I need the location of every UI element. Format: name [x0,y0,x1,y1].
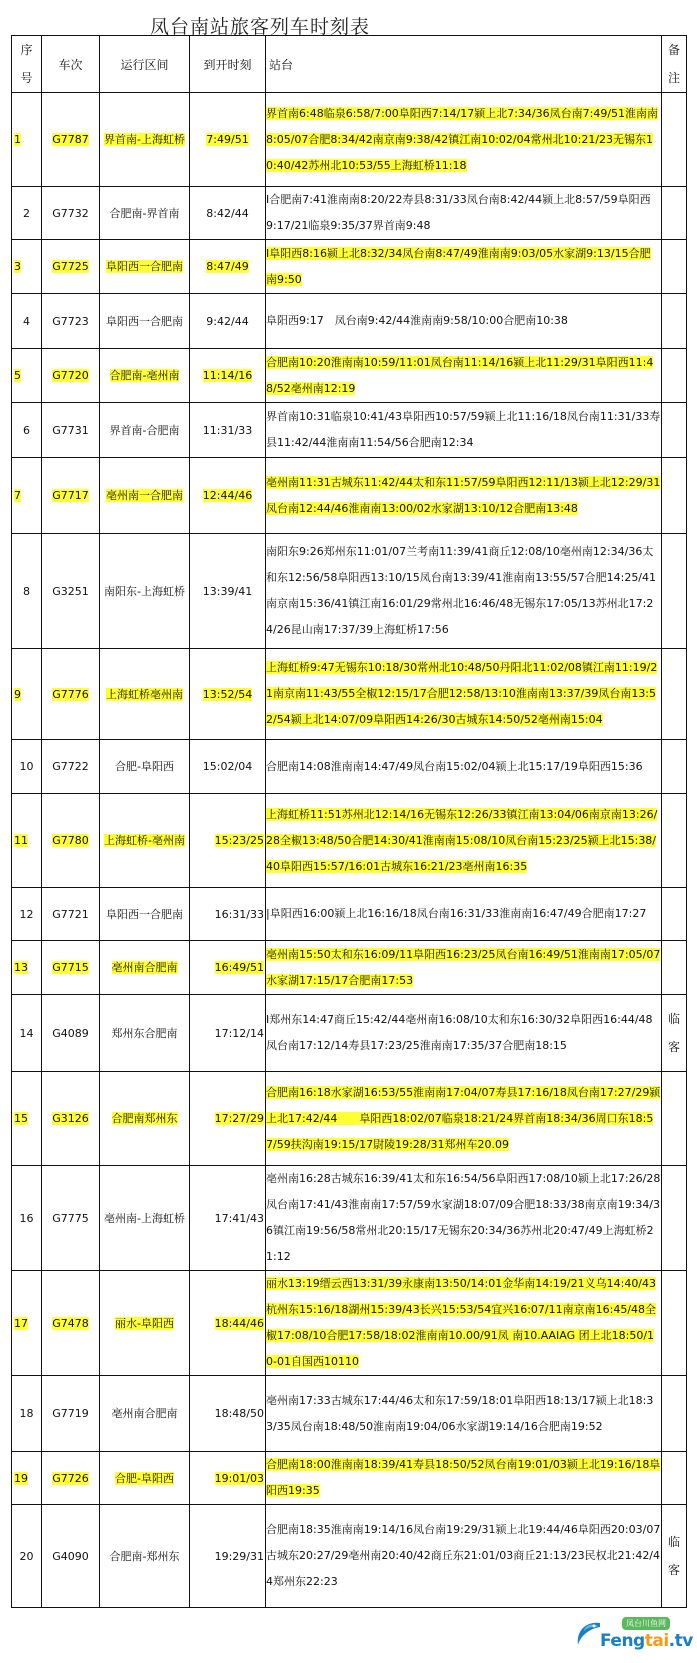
table-row [12,240,687,294]
cell-train-number: G3126 [42,1072,100,1166]
cell-seq: 9 [12,649,42,740]
cell-note [662,941,687,995]
cell-route: 界首南-合肥南 [100,403,190,458]
cell-stops: 界首南10:31临泉10:41/43阜阳西10:57/59颍上北11:16/18凤台南11:31/33寿县11:42/44淮南南11:54/56合肥南12:34 [266,403,662,458]
cell-train-number: G7780 [42,794,100,888]
table-row [12,941,687,995]
cell-seq: 16 [12,1166,42,1271]
header-note: 备 注 [662,36,687,93]
cell-train-number: G7717 [42,458,100,534]
table-row [12,649,687,740]
cell-note [662,794,687,888]
cell-route: 亳州南合肥南 [100,1376,190,1452]
table-row [12,1072,687,1166]
cell-note: 临 客 [662,1505,687,1608]
cell-route: 合肥-阜阳西 [100,740,190,794]
cell-stops: 合肥南18:00淮南南18:39/41寿县18:50/52凤台南19:01/03颍上北19:16/18阜阳西19:35 [266,1452,662,1505]
table-row [12,349,687,403]
cell-train-number: G7732 [42,187,100,240]
table-row [12,888,687,941]
cell-note [662,349,687,403]
cell-seq: 14 [12,995,42,1072]
cell-note [662,740,687,794]
table-row [12,93,687,187]
cell-seq: 15 [12,1072,42,1166]
cell-train-number: G7722 [42,740,100,794]
cell-route: 上海虹桥亳州南 [100,649,190,740]
cell-route: 合肥-阜阳西 [100,1452,190,1505]
table-row [12,1452,687,1505]
cell-seq: 12 [12,888,42,941]
cell-stops: 合肥南16:18水家湖16:53/55淮南南17:04/07寿县17:16/18凤台南17:27/29颍上北17:42/44 阜阳西18:02/07临泉18:21/24界首南18:34/36周口东18:57/59扶沟南19:15/17尉陵19:28/31郑州车20.09 [266,1072,662,1166]
table-row [12,403,687,458]
cell-stops: 亳州南11:31古城东11:42/44太和东11:57/59阜阳西12:11/13颍上北12:29/31凤台南12:44/46淮南南13:00/02水家湖13:10/12合肥南13:48 [266,458,662,534]
watermark-badge: 凤台川鱼网 [622,1617,670,1630]
cell-arrive-depart-time: 16:49/51 [190,941,266,995]
cell-stops: 亳州南15:50太和东16:09/11阜阳西16:23/25凤台南16:49/51淮南南17:05/07水家湖17:15/17合肥南17:53 [266,941,662,995]
cell-train-number: G7720 [42,349,100,403]
cell-route: 丽水-阜阳西 [100,1271,190,1376]
table-header-row [12,36,687,93]
table-row [12,1166,687,1271]
cell-train-number: G7787 [42,93,100,187]
cell-stops: 上海虹桥11:51苏州北12:14/16无锡东12:26/33镇江南13:04/06南京南13:26/28全椒13:48/50合肥14:30/41淮南南15:08/10凤台南15:23/25颍上北15:38/40阜阳西15:57/16:01古城东16:21/23亳州南16:35 [266,794,662,888]
cell-train-number: G7731 [42,403,100,458]
header-stops: 站台 [266,36,662,93]
cell-arrive-depart-time: 13:52/54 [190,649,266,740]
cell-stops: I阜阳西8:16颍上北8:32/34凤台南8:47/49淮南南9:03/05水家湖9:13/15合肥南9:50 [266,240,662,294]
cell-arrive-depart-time: 17:12/14 [190,995,266,1072]
cell-note [662,403,687,458]
cell-arrive-depart-time: 17:41/43 [190,1166,266,1271]
cell-seq: 20 [12,1505,42,1608]
cell-arrive-depart-time: 15:02/04 [190,740,266,794]
table-row [12,1505,687,1608]
cell-train-number: G7776 [42,649,100,740]
cell-note [662,1376,687,1452]
table-row [12,740,687,794]
fengtai-watermark-logo [570,1617,693,1653]
cell-route: 阜阳西一合肥南 [100,240,190,294]
cell-stops: I郑州东14:47商丘15:42/44亳州南16:08/10太和东16:30/32阜阳西16:44/48凤台南17:12/14寿县17:23/25淮南南17:35/37合肥南18:15 [266,995,662,1072]
cell-seq: 10 [12,740,42,794]
cell-route: 阜阳西一合肥南 [100,294,190,349]
cell-seq: 5 [12,349,42,403]
cell-note [662,93,687,187]
cell-arrive-depart-time: 15:23/25 [190,794,266,888]
cell-route: 合肥南-郑州东 [100,1505,190,1608]
table-row [12,534,687,649]
cell-train-number: G7478 [42,1271,100,1376]
cell-train-number: G7715 [42,941,100,995]
cell-stops: 阜阳西9:17 凤台南9:42/44淮南南9:58/10:00合肥南10:38 [266,294,662,349]
cell-train-number: G3251 [42,534,100,649]
cell-seq: 18 [12,1376,42,1452]
cell-stops: 合肥南14:08淮南南14:47/49凤台南15:02/04颍上北15:17/19阜阳西15:36 [266,740,662,794]
cell-train-number: G7719 [42,1376,100,1452]
cell-train-number: G7725 [42,240,100,294]
cell-arrive-depart-time: 13:39/41 [190,534,266,649]
cell-seq: 3 [12,240,42,294]
cell-stops: 亳州南16:28古城东16:39/41太和东16:54/56阜阳西17:08/10颍上北17:26/28凤台南17:41/43淮南南17:57/59水家湖18:07/09合肥18:33/38南京南19:34/36镇江南19:56/58常州北20:15/17无锡东20:34/36苏州北20:47/49上海虹桥21:12 [266,1166,662,1271]
table-row [12,187,687,240]
cell-arrive-depart-time: 8:42/44 [190,187,266,240]
cell-stops: 界首南6:48临泉6:58/7:00阜阳西7:14/17颍上北7:34/36凤台南7:49/51淮南南8:05/07合肥8:34/42南京南9:38/42镇江南10:02/04常州北10:21/23无锡东10:40/42苏州北10:53/55上海虹桥11:18 [266,93,662,187]
cell-route: 界首南-上海虹桥 [100,93,190,187]
cell-arrive-depart-time: 8:47/49 [190,240,266,294]
table-body [12,93,687,1608]
table-row [12,794,687,888]
cell-arrive-depart-time: 18:44/46 [190,1271,266,1376]
cell-arrive-depart-time: 17:27/29 [190,1072,266,1166]
header-train: 车次 [42,36,100,93]
table-row [12,294,687,349]
cell-stops: 合肥南10:20淮南南10:59/11:01凤台南11:14/16颍上北11:29/31阜阳西11:48/52亳州南12:19 [266,349,662,403]
cell-seq: 7 [12,458,42,534]
cell-arrive-depart-time: 16:31/33 [190,888,266,941]
cell-note [662,888,687,941]
cell-route: 郑州东合肥南 [100,995,190,1072]
cell-arrive-depart-time: 11:31/33 [190,403,266,458]
cell-stops: 上海虹桥9:47无锡东10:18/30常州北10:48/50丹阳北11:02/08镇江南11:19/21南京南11:43/55全椒12:15/17合肥12:58/13:10淮南南13:37/39凤台南13:52/54颍上北14:07/09阜阳西14:26/30古城东14:50/52亳州南15:04 [266,649,662,740]
cell-arrive-depart-time: 19:29/31 [190,1505,266,1608]
cell-stops: 亳州南17:33古城东17:44/46太和东17:59/18:01阜阳西18:13/17颍上北18:33/35凤台南18:48/50淮南南19:04/06水家湖19:14/16合肥南19:52 [266,1376,662,1452]
cell-seq: 2 [12,187,42,240]
cell-route: 亳州南合肥南 [100,941,190,995]
cell-train-number: G7775 [42,1166,100,1271]
cell-seq: 11 [12,794,42,888]
cell-seq: 1 [12,93,42,187]
cell-stops: 南阳东9:26郑州东11:01/07兰考南11:39/41商丘12:08/10亳州南12:34/36太和东12:56/58阜阳西13:10/15凤台南13:39/41淮南南13:55/57合肥14:25/41南京南15:36/41镇江南16:01/29常州北16:46/48无锡东17:05/13苏州北17:24/26昆山南17:37/39上海虹桥17:56 [266,534,662,649]
cell-stops: 合肥南18:35淮南南19:14/16凤台南19:29/31颍上北19:44/46阜阳西20:03/07古城东20:27/29亳州南20:40/42商丘东21:01/03商丘21:13/23民权北21:42/44郑州东22:23 [266,1505,662,1608]
cell-stops: 丽水13:19缙云西13:31/39永康南13:50/14:01金华南14:19/21义乌14:40/43杭州东15:16/18湖州15:39/43长兴15:53/54宜兴16:07/11南京南16:45/48全椒17:08/10合肥17:58/18:02淮南南10.00/91凤 南10.AAIAG 团上北18:50/10-01自国西10110 [266,1271,662,1376]
cell-note [662,649,687,740]
cell-route: 阜阳西一合肥南 [100,888,190,941]
cell-route: 上海虹桥-亳州南 [100,794,190,888]
cell-note [662,294,687,349]
cell-arrive-depart-time: 18:48/50 [190,1376,266,1452]
cell-arrive-depart-time: 7:49/51 [190,93,266,187]
cell-note [662,1452,687,1505]
cell-arrive-depart-time: 12:44/46 [190,458,266,534]
cell-note [662,458,687,534]
cell-note [662,240,687,294]
cell-seq: 19 [12,1452,42,1505]
cell-route: 合肥南-界首南 [100,187,190,240]
cell-route: 合肥南-亳州南 [100,349,190,403]
cell-note [662,1166,687,1271]
cell-seq: 4 [12,294,42,349]
page-title: 凤台南站旅客列车时刻表 [150,16,371,38]
cell-arrive-depart-time: 11:14/16 [190,349,266,403]
cell-seq: 8 [12,534,42,649]
cell-arrive-depart-time: 19:01/03 [190,1452,266,1505]
cell-seq: 6 [12,403,42,458]
cell-seq: 13 [12,941,42,995]
cell-train-number: G4090 [42,1505,100,1608]
header-route: 运行区间 [100,36,190,93]
cell-stops: |阜阳西16:00颍上北16:16/18凤台南16:31/33淮南南16:47/49合肥南17:27 [266,888,662,941]
cell-route: 南阳东-上海虹桥 [100,534,190,649]
cell-route: 合肥南郑州东 [100,1072,190,1166]
table-row [12,995,687,1072]
timetable [11,35,687,1608]
cell-note: 临 客 [662,995,687,1072]
table-row [12,1376,687,1452]
cell-train-number: G7726 [42,1452,100,1505]
cell-train-number: G7721 [42,888,100,941]
cell-seq: 17 [12,1271,42,1376]
cell-note [662,1072,687,1166]
header-time: 到开时刻 [190,36,266,93]
cell-route: 亳州南-上海虹桥 [100,1166,190,1271]
header-seq: 序 号 [12,36,42,93]
cell-stops: I合肥南7:41淮南南8:20/22寿县8:31/33凤台南8:42/44颍上北8:57/59阜阳西9:17/21临泉9:35/37界首南9:48 [266,187,662,240]
cell-note [662,1271,687,1376]
table-row [12,1271,687,1376]
table-row [12,458,687,534]
cell-route: 亳州南一合肥南 [100,458,190,534]
cell-train-number: G4089 [42,995,100,1072]
cell-train-number: G7723 [42,294,100,349]
cell-note [662,534,687,649]
cell-arrive-depart-time: 9:42/44 [190,294,266,349]
cell-note [662,187,687,240]
watermark-brand: Fengtai.tv [600,1631,693,1651]
